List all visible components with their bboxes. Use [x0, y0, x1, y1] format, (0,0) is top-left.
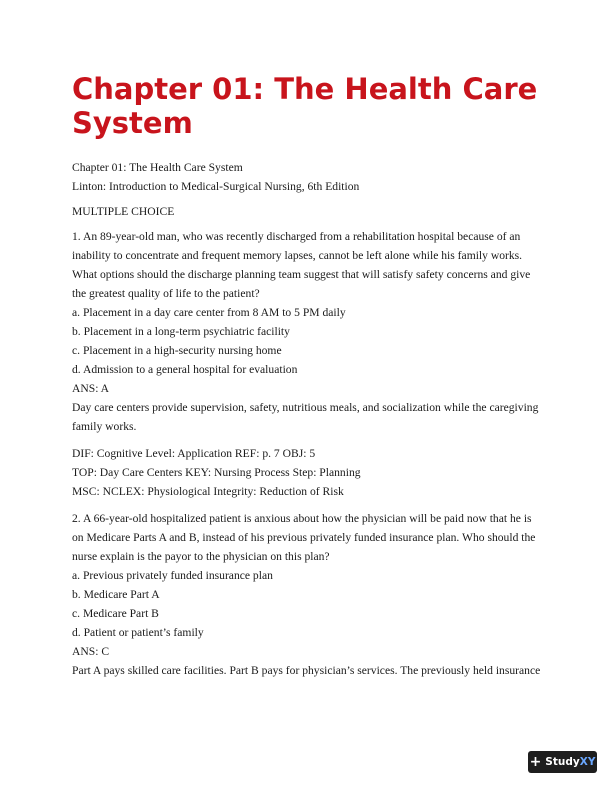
- question-stem-line: inability to concentrate and frequent memory lapses, cannot be left alone while his family works.: [72, 249, 523, 262]
- answer-option-c: c. Medicare Part B: [72, 607, 159, 620]
- answer-option-b: b. Medicare Part A: [72, 588, 160, 601]
- answer-key: ANS: C: [72, 645, 110, 658]
- rationale-line: Part A pays skilled care facilities. Part B pays for physician’s services. The previously held insurance: [72, 664, 541, 677]
- document-page: [72, 72, 542, 680]
- question-2: [72, 509, 542, 680]
- studyxy-badge[interactable]: [528, 751, 597, 773]
- answer-option-c: c. Placement in a high-security nursing home: [72, 344, 282, 357]
- question-stem-line: on Medicare Parts A and B, instead of his previous privately funded insurance plan. Who should the: [72, 531, 536, 544]
- answer-option-d: d. Admission to a general hospital for evaluation: [72, 363, 298, 376]
- rationale-line: family works.: [72, 420, 137, 433]
- question-stem-line: nurse explain is the payor to the physician on this plan?: [72, 550, 330, 563]
- chapter-header: Chapter 01: The Health Care System: [72, 161, 243, 174]
- studyxy-brand: StudyXY: [545, 756, 596, 768]
- section-heading: MULTIPLE CHOICE: [72, 205, 175, 218]
- question-meta-line: DIF: Cognitive Level: Application REF: p. 7 OBJ: 5: [72, 447, 316, 460]
- answer-key: ANS: A: [72, 382, 110, 395]
- question-stem-line: 1. An 89-year-old man, who was recently discharged from a rehabilitation hospital because of an: [72, 230, 521, 243]
- question-meta-line: MSC: NCLEX: Physiological Integrity: Reduction of Risk: [72, 485, 344, 498]
- answer-option-d: d. Patient or patient’s family: [72, 626, 204, 639]
- question-meta-line: TOP: Day Care Centers KEY: Nursing Process Step: Planning: [72, 466, 361, 479]
- book-header: Linton: Introduction to Medical-Surgical Nursing, 6th Edition: [72, 180, 360, 193]
- question-stem-line: 2. A 66-year-old hospitalized patient is anxious about how the physician will be paid now that he is: [72, 512, 532, 525]
- question-1: [72, 227, 542, 501]
- rationale-line: Day care centers provide supervision, safety, nutritious meals, and socialization while the caregiving: [72, 401, 539, 414]
- page-title-line-2: System: [72, 106, 193, 140]
- answer-option-b: b. Placement in a long-term psychiatric facility: [72, 325, 290, 338]
- question-stem-line: What options should the discharge planning team suggest that will satisfy safety concerns and give: [72, 268, 531, 281]
- answer-option-a: a. Previous privately funded insurance plan: [72, 569, 273, 582]
- page-title: [72, 72, 542, 140]
- plus-icon: +: [529, 754, 542, 770]
- answer-option-a: a. Placement in a day care center from 8 AM to 5 PM daily: [72, 306, 346, 319]
- question-stem-line: the greatest quality of life to the patient?: [72, 287, 260, 300]
- page-title-line-1: Chapter 01: The Health Care: [72, 72, 538, 106]
